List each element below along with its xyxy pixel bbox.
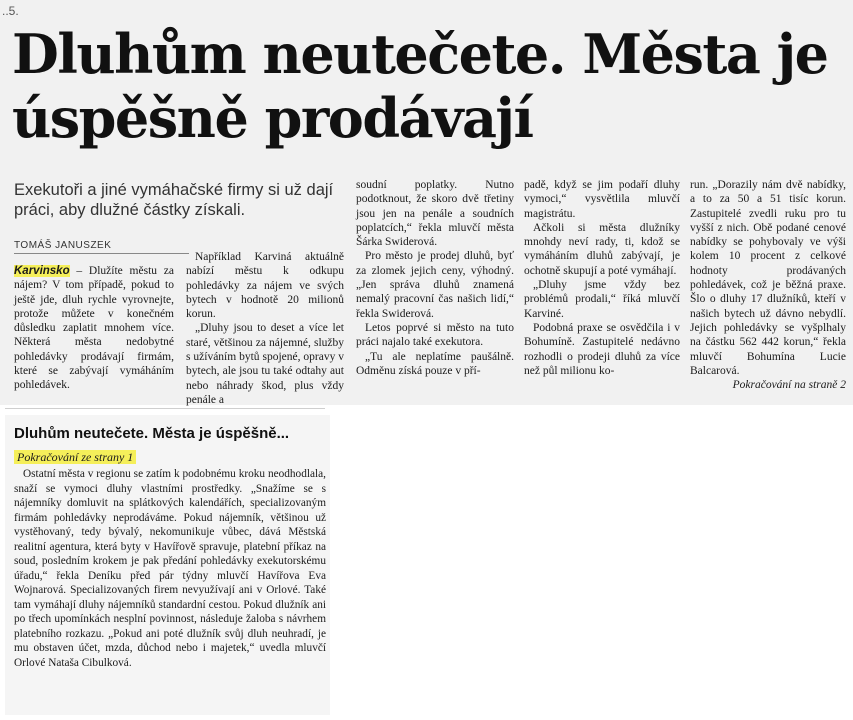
paragraph: Pro město je prodej dluhů, byť za zlomek jejich ceny, výhodný. „Jen správa dluhů znamená nemalý pracovní čas našich lidí,“ řekla Swiderová.: [356, 250, 514, 320]
article-column-5: [690, 178, 846, 392]
subheadline: Exekutoři a jiné vymáhačské firmy si už dají práci, aby dlužné částky získali.: [14, 181, 334, 219]
article-column-2: [186, 250, 344, 407]
article-column-3: [356, 178, 514, 378]
byline: TOMÁŠ JANUSZEK: [14, 240, 189, 254]
continuation-title: Dluhům neutečete. Města je úspěšně...: [14, 425, 290, 442]
article-column-4: [524, 178, 680, 378]
lead-paragraph: [14, 264, 174, 393]
paragraph: Podobná praxe se osvědčila i v Bohumíně. Zastupitelé nedávno rozhodli o prodeji dluhů za více než půl milionu ko-: [524, 321, 680, 377]
article-column-1: [14, 264, 174, 393]
paragraph: Letos poprvé si město na tuto práci najalo také exekutora.: [356, 321, 514, 349]
paragraph: Ačkoli si města dlužníky mnohdy neví rady, ti, kdož se vymáháním dluhů zabývají, je ochotně skupují a poté vymáhají.: [524, 221, 680, 277]
scan-mark: ..5.: [2, 4, 19, 18]
paragraph: Ostatní města v regionu se zatím k podobnému kroku neodhodlala, snaží se vymoci dluhy vlastními prostředky. „Snažíme se s nájemníky domluvit na splátkových kalendářích, specializovaným firmám pohledávky neprodáváme. Pokud nájemník, většinou už vystěhovaný, tedy bývalý, nekomunikuje vůbec, dává Městská realitní agentura, která byty v Havířově spravuje, platební příkaz na soud, posledním krokem je pak předání pohledávky exekutorskému úřadu,“ řekla Deníku před pár týdny mluvčí Havířova Eva Wojnarová. Specializovaných firem nevyužívají ani v Orlové. Také tam vymáhají dluhy nájemníků standardní cestou. Pokud dlužník ani po třech upomínkách nesplní povinnost, následuje žaloba s návrhem platebního rozkazu. „Pokud ani poté dlužník svůj dluh neuhradí, je mu obstaven účet, mzda, důchod nebo i majetek,“ uvedla mluvčí Orlové Nataša Cibulková.: [14, 468, 326, 669]
paragraph: „Dluhy jsme vždy bez problémů prodali,“ říká mluvčí Karviné.: [524, 279, 680, 320]
place-label: Karvinsko: [14, 265, 70, 277]
continuation-body: [14, 467, 326, 670]
lead-text: – Dlužíte městu za nájem? V tom případě, pokud to ještě jde, dluh rychle vyrovnejte, protože můžete v konečném důsledku zaplatit mnohem více. Některá města nedobytné pohledávky prodávají firmám, které se zabývají vymáháním pohledávek.: [14, 265, 174, 392]
paragraph: „Tu ale neplatíme paušálně. Odměnu získá pouze v pří-: [356, 350, 514, 377]
paragraph: Například Karviná aktuálně nabízí městu k odkupu pohledávky za nájem ve svých bytech v hodnotě 20 milionů korun.: [186, 251, 344, 321]
paragraph: run. „Dorazily nám dvě nabídky, a to za 50 a 51 tisíc korun. Zastupitelé zvedli ruku pro tu vyšší z nich. Obě podané cenové nabídky se pohybovaly ve výši kolem 10 procent z celkové hodnoty prodávaných pohledávek, což je běžná praxe. Šlo o dluhy 17 dlužníků, kteří v našich bytech už dávno nebydlí. Jejich pohledávky se vyšplhaly na částku 562 442 korun,“ řekla mluvčí Bohumína Lucie Balcarová.: [690, 179, 846, 377]
continued-from-page-1: Pokračování ze strany 1: [14, 450, 136, 464]
section-divider: [5, 408, 325, 409]
continued-on-page-2: Pokračování na straně 2: [732, 379, 846, 392]
paragraph: „Dluhy jsou to deset a více let staré, většinou za nájemné, služby s užíváním bytů spojené, opravy v bytech, ale jsou tu také odtahy aut nebo náhrady škod, plus vždy penále a: [186, 322, 344, 406]
paragraph: soudní poplatky. Nutno podotknout, že skoro dvě třetiny jsou jen na penále a soudních poplatcích,“ řekla mluvčí města Šárka Swiderová.: [356, 179, 514, 249]
headline: Dluhům neutečete. Města je úspěšně prodávají: [12, 22, 828, 150]
paragraph: padě, když se jim podaří dluhy vymoci,“ vysvětlila mluvčí magistrátu.: [524, 179, 680, 220]
